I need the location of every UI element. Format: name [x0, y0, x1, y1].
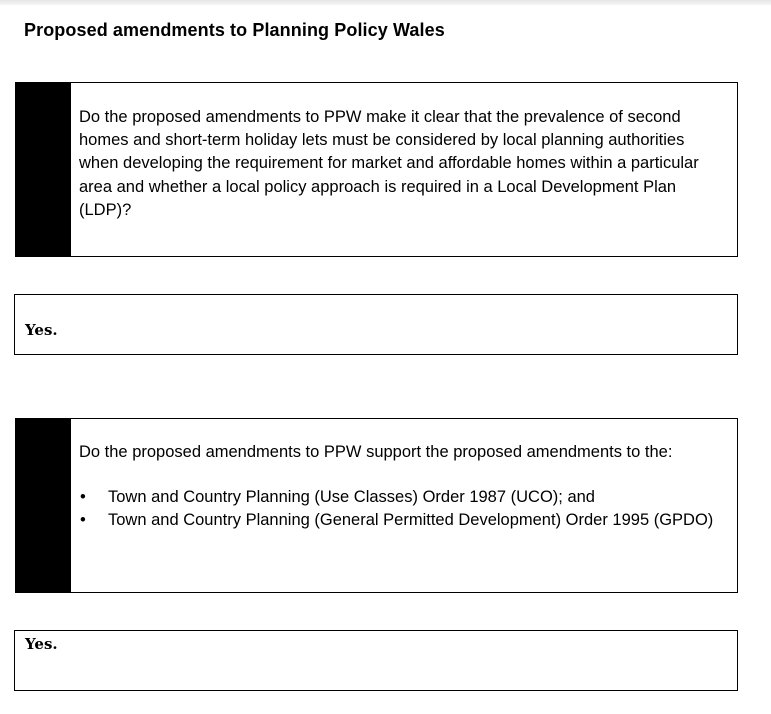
spacer: [79, 464, 727, 486]
page-title: Proposed amendments to Planning Policy Wales: [24, 20, 445, 40]
answer-text-1: Yes.: [25, 321, 58, 339]
list-item-text: Town and Country Planning (General Permitted Development) Order 1995 (GPDO): [108, 511, 714, 530]
bullet-icon: •: [80, 488, 86, 507]
question-marker-bar: [16, 83, 71, 256]
list-item: [79, 486, 727, 509]
answer-box-2[interactable]: [14, 630, 738, 691]
question-content: [79, 106, 727, 222]
answer-text-2: Yes.: [25, 635, 58, 653]
bullet-icon: •: [80, 511, 86, 530]
question-box-2: [15, 418, 738, 593]
answer-box-1[interactable]: [14, 294, 738, 355]
question-text-1: Do the proposed amendments to PPW make it clear that the prevalence of second homes and short-term holiday lets must be considered by local planning authorities when developing the requirement for market and affordable homes within a particular area and whether a local policy approach is required in a Local Development Plan (LDP)?: [79, 108, 699, 219]
question-marker-bar: [16, 419, 71, 592]
question-bullet-list: [79, 486, 727, 532]
list-item: [79, 509, 727, 532]
page-top-edge: [0, 0, 771, 5]
question-text-2: Do the proposed amendments to PPW support the proposed amendments to the:: [79, 443, 673, 461]
question-box-1: [15, 82, 738, 257]
question-content: [79, 441, 727, 533]
list-item-text: Town and Country Planning (Use Classes) Order 1987 (UCO); and: [108, 488, 595, 507]
